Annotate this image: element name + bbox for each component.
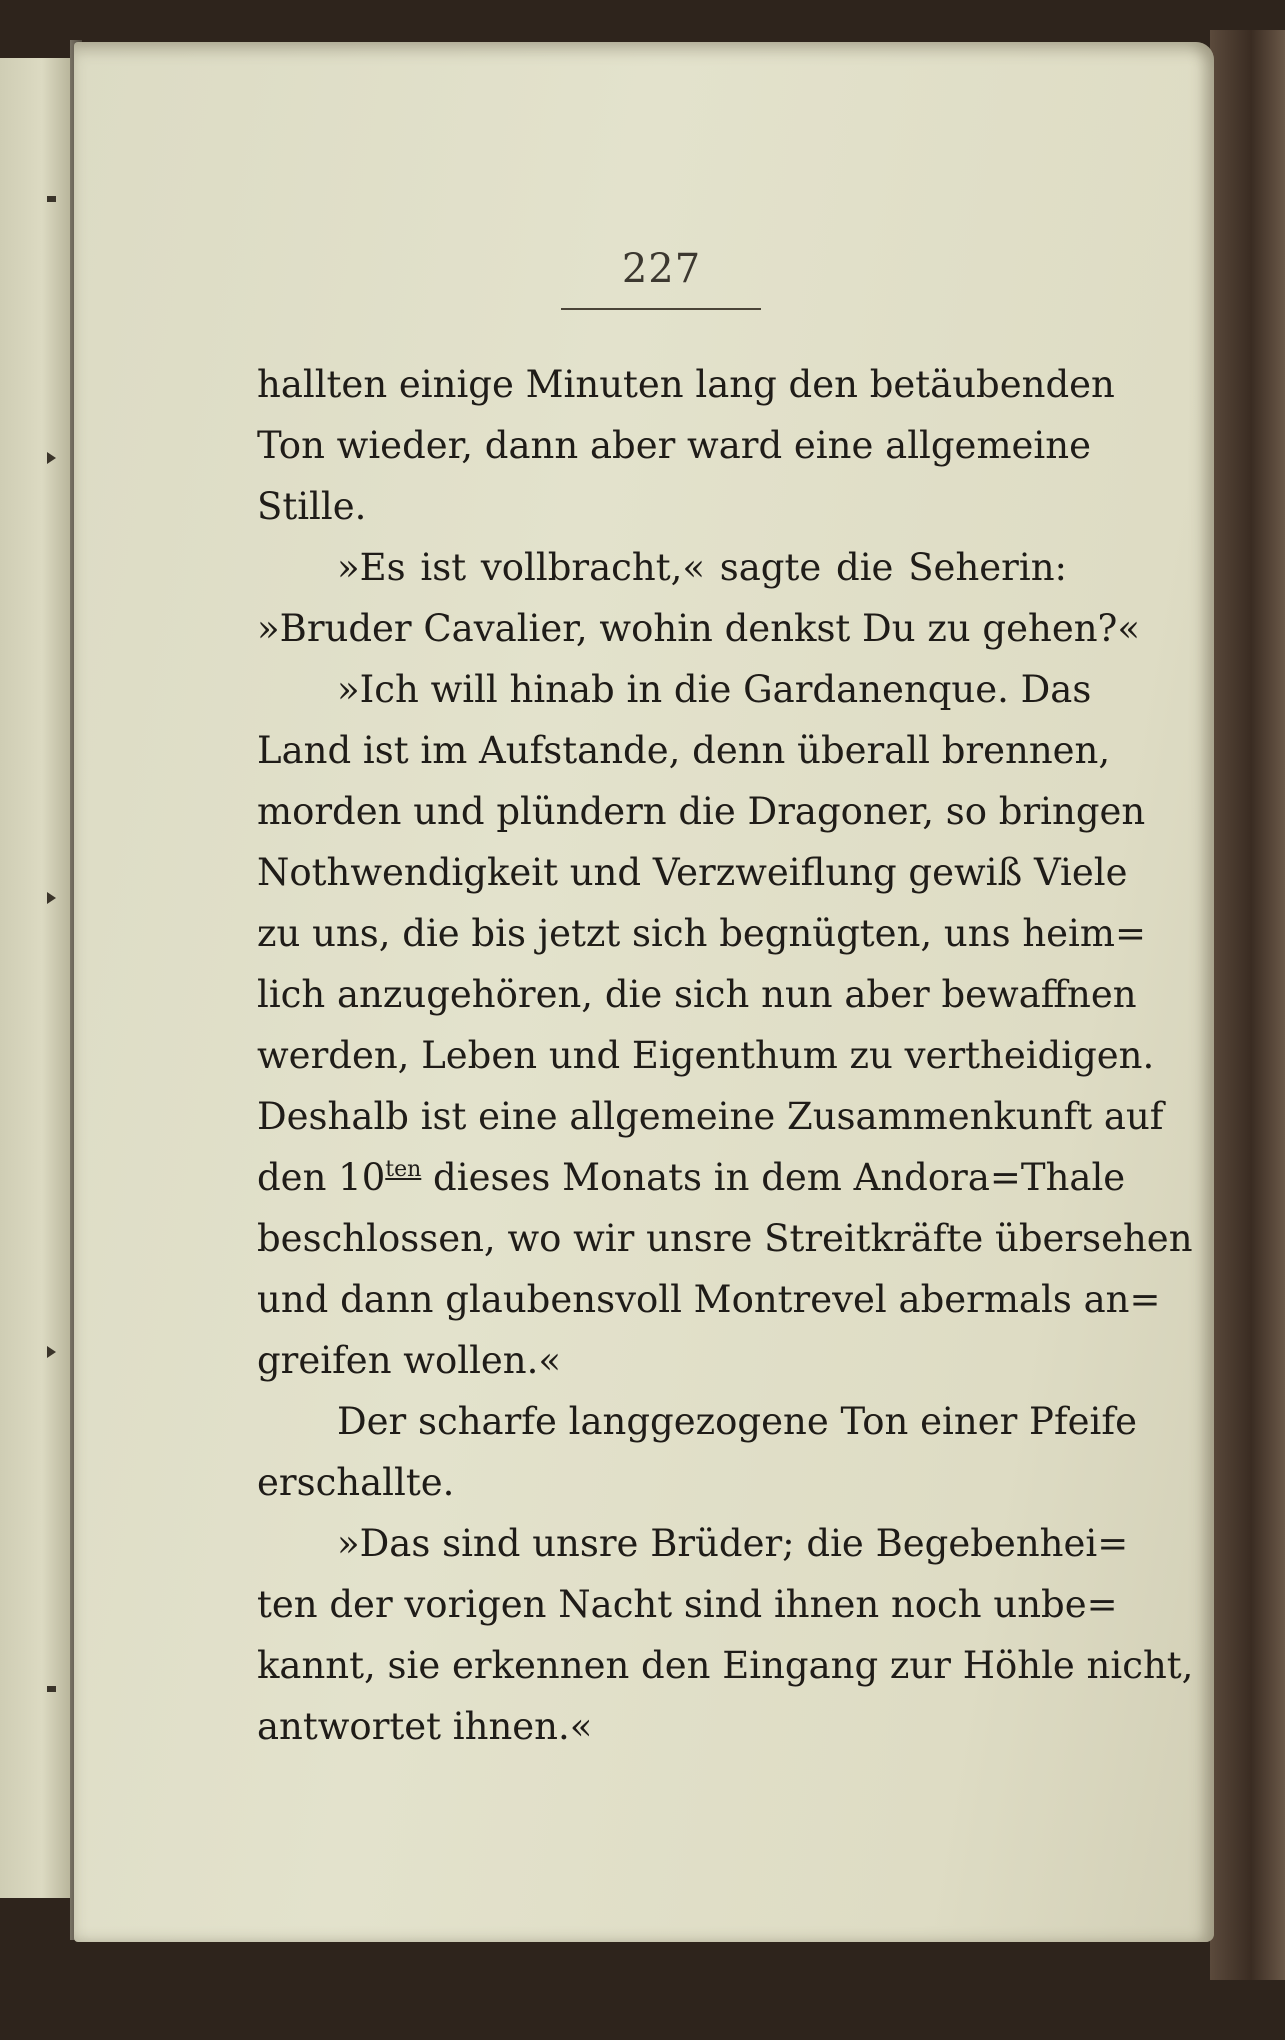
left-page-edge [0,58,72,1898]
text-line: Deshalb ist eine allgemeine Zusammenkunft auf [257,1095,1164,1138]
text-line: lich anzugehören, die sich nun aber bewaffnen [257,973,1137,1016]
book-cover-edge [1210,30,1285,1980]
text-line: hallten einige Minuten lang den betäubenden [257,363,1115,406]
text-line: morden und plündern die Dragoner, so bringen [257,790,1146,833]
text-line: »Das sind unsre Brüder; die Begebenhei= [337,1522,1129,1565]
text-line: antwortet ihnen.« [257,1705,593,1748]
text-line: kannt, sie erkennen den Eingang zur Höhle nicht, [257,1644,1194,1687]
text-line: und dann glaubensvoll Montrevel abermals an= [257,1278,1161,1321]
ordinal-suffix: ten [385,1157,422,1182]
text-line: »Ich will hinab in die Gardanenque. Das [337,668,1092,711]
text-line: »Bruder Cavalier, wohin denkst Du zu gehen?« [257,607,1141,650]
body-text [257,354,1194,1757]
margin-mark [47,1686,56,1692]
margin-mark [47,452,56,464]
text-line: Nothwendigkeit und Verzweiflung gewiß Viele [257,851,1128,894]
text-line: »Es ist vollbracht,« sagte die Seherin: [337,546,1067,589]
text-line: ten der vorigen Nacht sind ihnen noch unbe= [257,1583,1118,1626]
margin-mark [47,1346,56,1358]
margin-mark [47,196,56,202]
book-page [74,42,1214,1942]
margin-mark [47,892,56,904]
page-number: 227 [621,246,702,292]
text-line: Land ist im Aufstande, denn überall brennen, [257,729,1111,772]
text-line: den $10^{ten}$ dieses Monats in dem Andora=Thale [257,1156,1126,1199]
header-rule [561,308,761,310]
text-line: zu uns, die bis jetzt sich begnügten, uns heim= [257,912,1146,955]
text-line: werden, Leben und Eigenthum zu vertheidigen. [257,1034,1155,1077]
text-line: beschlossen, wo wir unsre Streitkräfte übersehen [257,1217,1193,1260]
text-line: erschallte. [257,1461,455,1504]
text-line: Der scharfe langgezogene Ton einer Pfeife [337,1400,1137,1443]
text-line: Stille. [257,485,367,528]
text-line: Ton wieder, dann aber ward eine allgemeine [257,424,1091,467]
text-line: greifen wollen.« [257,1339,562,1382]
